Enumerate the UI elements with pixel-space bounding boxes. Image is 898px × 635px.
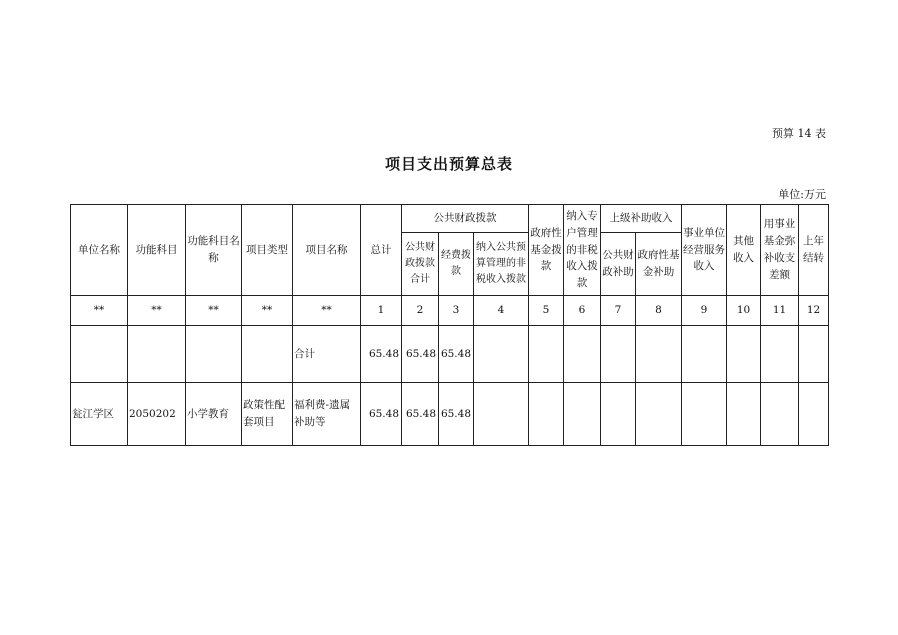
cell-project-type: 政策性配套项目: [242, 383, 293, 446]
index-cell: **: [242, 296, 293, 326]
empty-cell: [474, 326, 529, 383]
index-cell: 9: [682, 296, 727, 326]
index-cell: 4: [474, 296, 529, 326]
header-business-income: 事业单位经营服务收入: [682, 205, 727, 296]
empty-cell: [71, 326, 128, 383]
empty-cell: [636, 383, 682, 446]
empty-cell: [601, 326, 636, 383]
cell-public-finance-total: 65.48: [402, 383, 439, 446]
cell-total: 65.48: [361, 383, 402, 446]
cell-project-name: 福利费-遗属补助等: [293, 383, 361, 446]
index-cell: 7: [601, 296, 636, 326]
header-total: 总计: [361, 205, 402, 296]
header-group-superior-subsidy: 上级补助收入: [601, 205, 682, 233]
header-nontax-budget: 纳入公共预算管理的非税收入拨款: [474, 233, 529, 296]
index-cell: **: [128, 296, 186, 326]
empty-cell: [242, 326, 293, 383]
index-cell: **: [71, 296, 128, 326]
empty-cell: [601, 383, 636, 446]
empty-cell: [682, 326, 727, 383]
index-cell: 11: [761, 296, 799, 326]
total-fee-allocation: 65.48: [439, 326, 474, 383]
empty-cell: [799, 383, 829, 446]
index-cell: 2: [402, 296, 439, 326]
table-number-label: 预算 14 表: [772, 127, 826, 140]
index-cell: 3: [439, 296, 474, 326]
header-group-public-finance: 公共财政拨款: [402, 205, 529, 233]
empty-cell: [529, 383, 564, 446]
index-cell: 6: [564, 296, 601, 326]
empty-cell: [474, 383, 529, 446]
empty-cell: [529, 326, 564, 383]
header-fee-allocation: 经费拨款: [439, 233, 474, 296]
empty-cell: [636, 326, 682, 383]
index-cell: 8: [636, 296, 682, 326]
empty-cell: [727, 383, 761, 446]
table-row: [71, 383, 829, 446]
header-fund-offset: 用事业基金弥补收支差额: [761, 205, 799, 296]
empty-cell: [727, 326, 761, 383]
header-project-type: 项目类型: [242, 205, 293, 296]
total-row: [71, 326, 829, 383]
header-row-1: [71, 205, 829, 233]
empty-cell: [799, 326, 829, 383]
unit-label: 单位:万元: [778, 188, 826, 201]
header-gov-fund-subsidy: 政府性基金补助: [636, 233, 682, 296]
header-gov-fund: 政府性基金拨款: [529, 205, 564, 296]
index-cell: 5: [529, 296, 564, 326]
index-row: [71, 296, 829, 326]
empty-cell: [564, 383, 601, 446]
total-label: 合计: [293, 326, 361, 383]
index-cell: **: [293, 296, 361, 326]
index-cell: 1: [361, 296, 402, 326]
index-cell: 12: [799, 296, 829, 326]
cell-unit-name: 瓮江学区: [71, 383, 128, 446]
empty-cell: [564, 326, 601, 383]
header-project-name: 项目名称: [293, 205, 361, 296]
header-other-income: 其他收入: [727, 205, 761, 296]
total-public-finance: 65.48: [402, 326, 439, 383]
empty-cell: [761, 383, 799, 446]
index-cell: **: [186, 296, 242, 326]
header-public-finance-total: 公共财政拨款合计: [402, 233, 439, 296]
project-expenditure-table: [70, 204, 829, 446]
empty-cell: [682, 383, 727, 446]
header-func-subject: 功能科目: [128, 205, 186, 296]
cell-func-subject-name: 小学教育: [186, 383, 242, 446]
header-unit-name: 单位名称: [71, 205, 128, 296]
empty-cell: [128, 326, 186, 383]
cell-func-subject: 2050202: [128, 383, 186, 446]
empty-cell: [761, 326, 799, 383]
header-func-subject-name: 功能科目名称: [186, 205, 242, 296]
index-cell: 10: [727, 296, 761, 326]
cell-fee-allocation: 65.48: [439, 383, 474, 446]
empty-cell: [186, 326, 242, 383]
total-value: 65.48: [361, 326, 402, 383]
header-special-nontax: 纳入专户管理的非税收入拨款: [564, 205, 601, 296]
page-title: 项目支出预算总表: [384, 155, 513, 173]
header-public-finance-subsidy: 公共财政补助: [601, 233, 636, 296]
header-carryover: 上年结转: [799, 205, 829, 296]
